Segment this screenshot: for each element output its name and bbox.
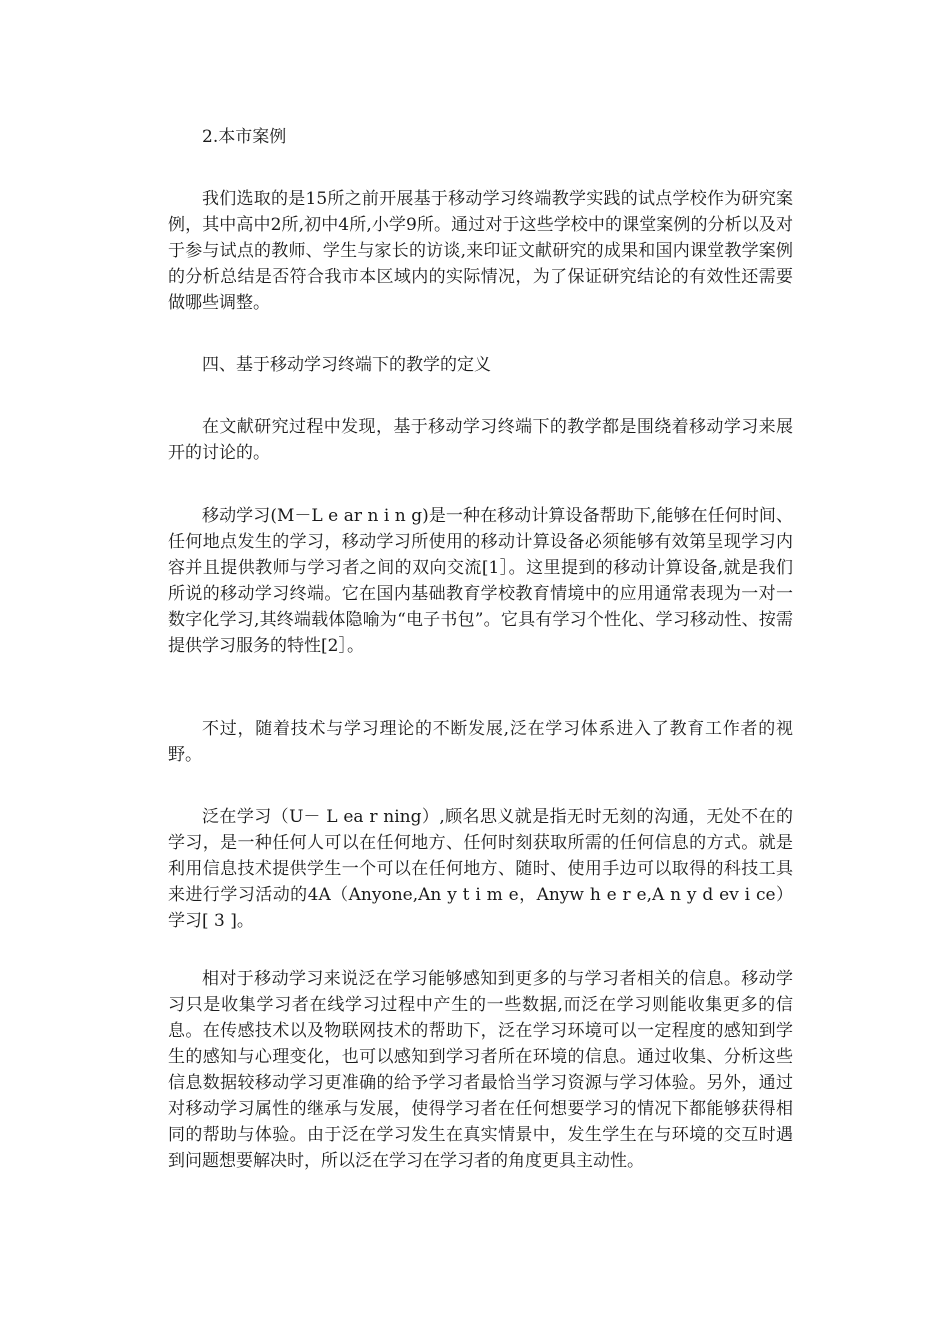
section-heading-local-cases: 2.本市案例	[202, 127, 287, 147]
paragraph-ubiquitous-learning: 泛在学习（U－ L ea r ning）,顾名思义就是指无时无刻的沟通，无处不在的学习，是一种任何人可以在任何地方、任何时刻获取所需的任何信息的方式。就是利用信息技术提供学生一个可以在任何地方、随时、使用手边可以取得的科技工具来进行学习活动的4A（Anyone,An y t i m e，Anyw h e r e,A n y d ev i ce）学习[ 3 ]。	[168, 807, 793, 931]
paragraph-literature-finding: 在文献研究过程中发现，基于移动学习终端下的教学都是围绕着移动学习来展开的讨论的。	[168, 417, 793, 463]
paragraph-comparison: 相对于移动学习来说泛在学习能够感知到更多的与学习者相关的信息。移动学习只是收集学习者在线学习过程中产生的一些数据,而泛在学习则能收集更多的信息。在传感技术以及物联网技术的帮助下，泛在学习环境可以一定程度的感知到学生的感知与心理变化，也可以感知到学习者所在环境的信息。通过收集、分析这些信息数据较移动学习更准确的给予学习者最恰当学习资源与学习体验。另外，通过对移动学习属性的继承与发展，使得学习者在任何想要学习的情况下都能够获得相同的帮助与体验。由于泛在学习发生在真实情景中，发生学生在与环境的交互时遇到问题想要解决时，所以泛在学习在学习者的角度更具主动性。	[168, 969, 793, 1171]
section-heading-definition: 四、基于移动学习终端下的教学的定义	[202, 355, 491, 375]
paragraph-case-selection: 我们选取的是15所之前开展基于移动学习终端教学实践的试点学校作为研究案例，其中高中2所,初中4所,小学9所。通过对于这些学校中的课堂案例的分析以及对于参与试点的教师、学生与家长的访谈,来印证文献研究的成果和国内课堂教学案例的分析总结是否符合我市本区域内的实际情况，为了保证研究结论的有效性还需要做哪些调整。	[168, 189, 793, 313]
paragraph-ubiquitous-intro: 不过，随着技术与学习理论的不断发展,泛在学习体系进入了教育工作者的视野。	[168, 719, 793, 765]
paragraph-mobile-learning: 移动学习(M－L e ar n i n g)是一种在移动计算设备帮助下,能够在任何时间、任何地点发生的学习，移动学习所使用的移动计算设备必须能够有效第呈现学习内容并且提供教师与学习者之间的双向交流[1］。这里提到的移动计算设备,就是我们所说的移动学习终端。它在国内基础教育学校教育情境中的应用通常表现为一对一数字化学习,其终端载体隐喻为“电子书包”。它具有学习个性化、学习移动性、按需提供学习服务的特性[2］。	[168, 506, 793, 656]
